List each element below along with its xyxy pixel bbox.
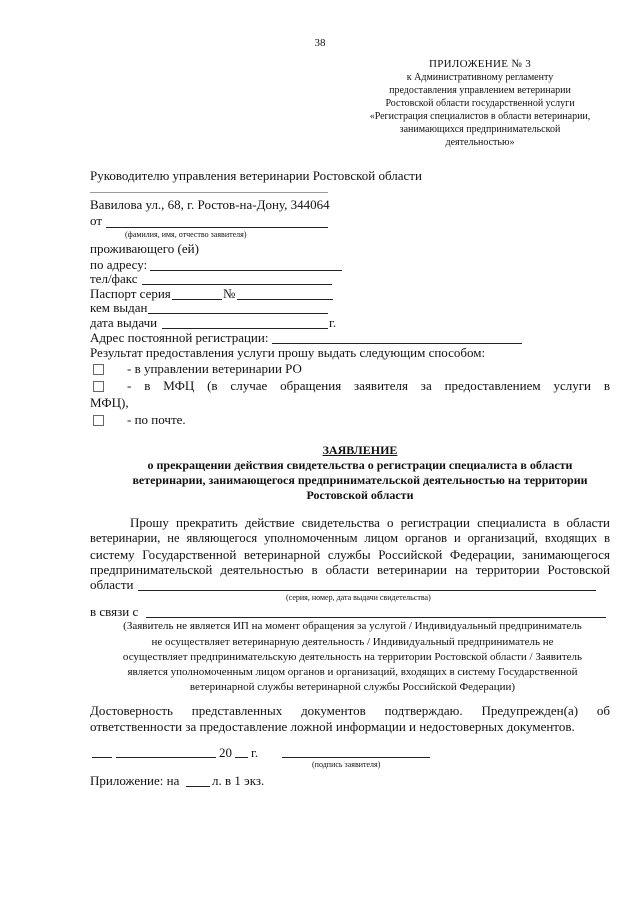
date-year-field[interactable] xyxy=(235,757,248,758)
issue-date-label: дата выдачи xyxy=(90,315,158,330)
appendix-line: занимающихся предпринимательской xyxy=(399,124,561,135)
option-mfc-label: - в МФЦ (в случае обращения заявителя за предоставлением услуги в xyxy=(127,378,610,393)
reason-field[interactable] xyxy=(146,617,606,618)
body-line: систему Государственной ветеринарной службы Российской Федерации, занимающегося xyxy=(90,547,610,562)
from-name-field[interactable] xyxy=(106,227,328,228)
statement-subtitle-line: Ростовской области xyxy=(306,488,414,502)
address-label: по адресу: xyxy=(90,257,148,272)
date-day-field[interactable] xyxy=(92,757,112,758)
option-mfc-label-cont: МФЦ), xyxy=(90,395,129,410)
confirmation-line: ответственности за предоставление ложной информации и недостоверных документов. xyxy=(90,719,575,734)
statement-subtitle-line: о прекращении действия свидетельства о регистрации специалиста в области xyxy=(147,458,573,472)
phone-field[interactable] xyxy=(142,284,332,285)
reason-option-line: осуществляет предпринимательскую деятельность на территории Ростовской области / Заявитель xyxy=(122,651,583,663)
certificate-details-field[interactable] xyxy=(138,590,596,591)
attachment-prefix: Приложение: на xyxy=(90,773,180,788)
passport-number-label: № xyxy=(223,286,236,301)
reason-label: в связи с xyxy=(90,604,139,619)
option-office-label: - в управлении ветеринарии РО xyxy=(127,361,302,376)
appendix-heading: ПРИЛОЖЕНИЕ № 3 xyxy=(428,58,531,70)
page-number: 38 xyxy=(314,37,326,49)
reason-option-line: не осуществляет ветеринарную деятельность / Индивидуальный предприниматель не xyxy=(151,636,554,648)
date-year-prefix: 20 xyxy=(219,745,232,760)
signature-field[interactable] xyxy=(282,757,430,758)
addressee-divider xyxy=(90,192,328,193)
appendix-line: «Регистрация специалистов в области ветеринарии, xyxy=(369,111,591,122)
issue-date-year-suffix: г. xyxy=(329,315,337,330)
issue-date-field[interactable] xyxy=(162,328,328,329)
option-mail-label: - по почте. xyxy=(127,412,186,427)
appendix-line: к Административному регламенту xyxy=(406,72,554,83)
body-line: Прошу прекратить действие свидетельства о регистрации специалиста в области xyxy=(130,515,610,530)
statement-title: ЗАЯВЛЕНИЕ xyxy=(322,443,398,457)
appendix-block xyxy=(350,58,610,149)
issued-by-field[interactable] xyxy=(148,313,328,314)
option-checkbox-office[interactable] xyxy=(93,364,104,375)
confirmation-line: Достоверность представленных документов подтверждаю. Предупрежден(а) об xyxy=(90,703,610,718)
permanent-registration-field[interactable] xyxy=(272,343,522,344)
phone-label: тел/факс xyxy=(90,271,138,286)
option-checkbox-mfc[interactable] xyxy=(93,381,104,392)
attachment-pages-field[interactable] xyxy=(186,786,210,787)
signature-caption: (подпись заявителя) xyxy=(312,760,381,769)
statement-heading xyxy=(80,443,640,503)
addressee-to: Руководителю управления ветеринарии Ростовской области xyxy=(90,168,422,183)
from-label: от xyxy=(90,213,103,228)
option-checkbox-mail[interactable] xyxy=(93,415,104,426)
body-line: предпринимательской деятельностью в области ветеринарии на территории Ростовской xyxy=(90,562,610,577)
result-intro: Результат предоставления услуги прошу выдать следующим способом: xyxy=(90,345,486,360)
appendix-line: Ростовской области государственной услуги xyxy=(385,98,575,109)
statement-subtitle-line: ветеринарии, занимающегося предпринимательской деятельностью на территории xyxy=(132,473,588,487)
issued-by-label: кем выдан xyxy=(90,300,148,315)
body-line: ветеринарии, не являющегося уполномоченным лицом органов и организаций, входящих в xyxy=(90,531,610,545)
area-label: области xyxy=(90,577,134,592)
date-month-field[interactable] xyxy=(116,757,216,758)
passport-series-field[interactable] xyxy=(172,299,222,300)
reason-option-line: является уполномоченным лицом органов и организаций, входящих в систему Государственной xyxy=(127,666,578,678)
address-field[interactable] xyxy=(150,270,342,271)
residing-label: проживающего (ей) xyxy=(90,241,199,256)
reason-option-line: ветеринарной службы ветеринарной службы Российской Федерации) xyxy=(189,681,516,693)
reason-option-line: (Заявитель не является ИП на момент обращения за услугой / Индивидуальный предприниматель xyxy=(123,620,582,632)
passport-label: Паспорт серия xyxy=(90,286,171,301)
attachment-suffix: л. в 1 экз. xyxy=(212,773,265,788)
passport-number-field[interactable] xyxy=(237,299,333,300)
permanent-registration-label: Адрес постоянной регистрации: xyxy=(90,330,269,345)
from-caption: (фамилия, имя, отчество заявителя) xyxy=(125,230,247,239)
appendix-line: деятельностью» xyxy=(445,137,515,148)
addressee-address: Вавилова ул., 68, г. Ростов-на-Дону, 344064 xyxy=(90,197,330,212)
certificate-details-caption: (серия, номер, дата выдачи свидетельства) xyxy=(286,593,431,602)
appendix-line: предоставления управлением ветеринарии xyxy=(389,85,571,96)
date-year-suffix: г. xyxy=(251,745,259,760)
